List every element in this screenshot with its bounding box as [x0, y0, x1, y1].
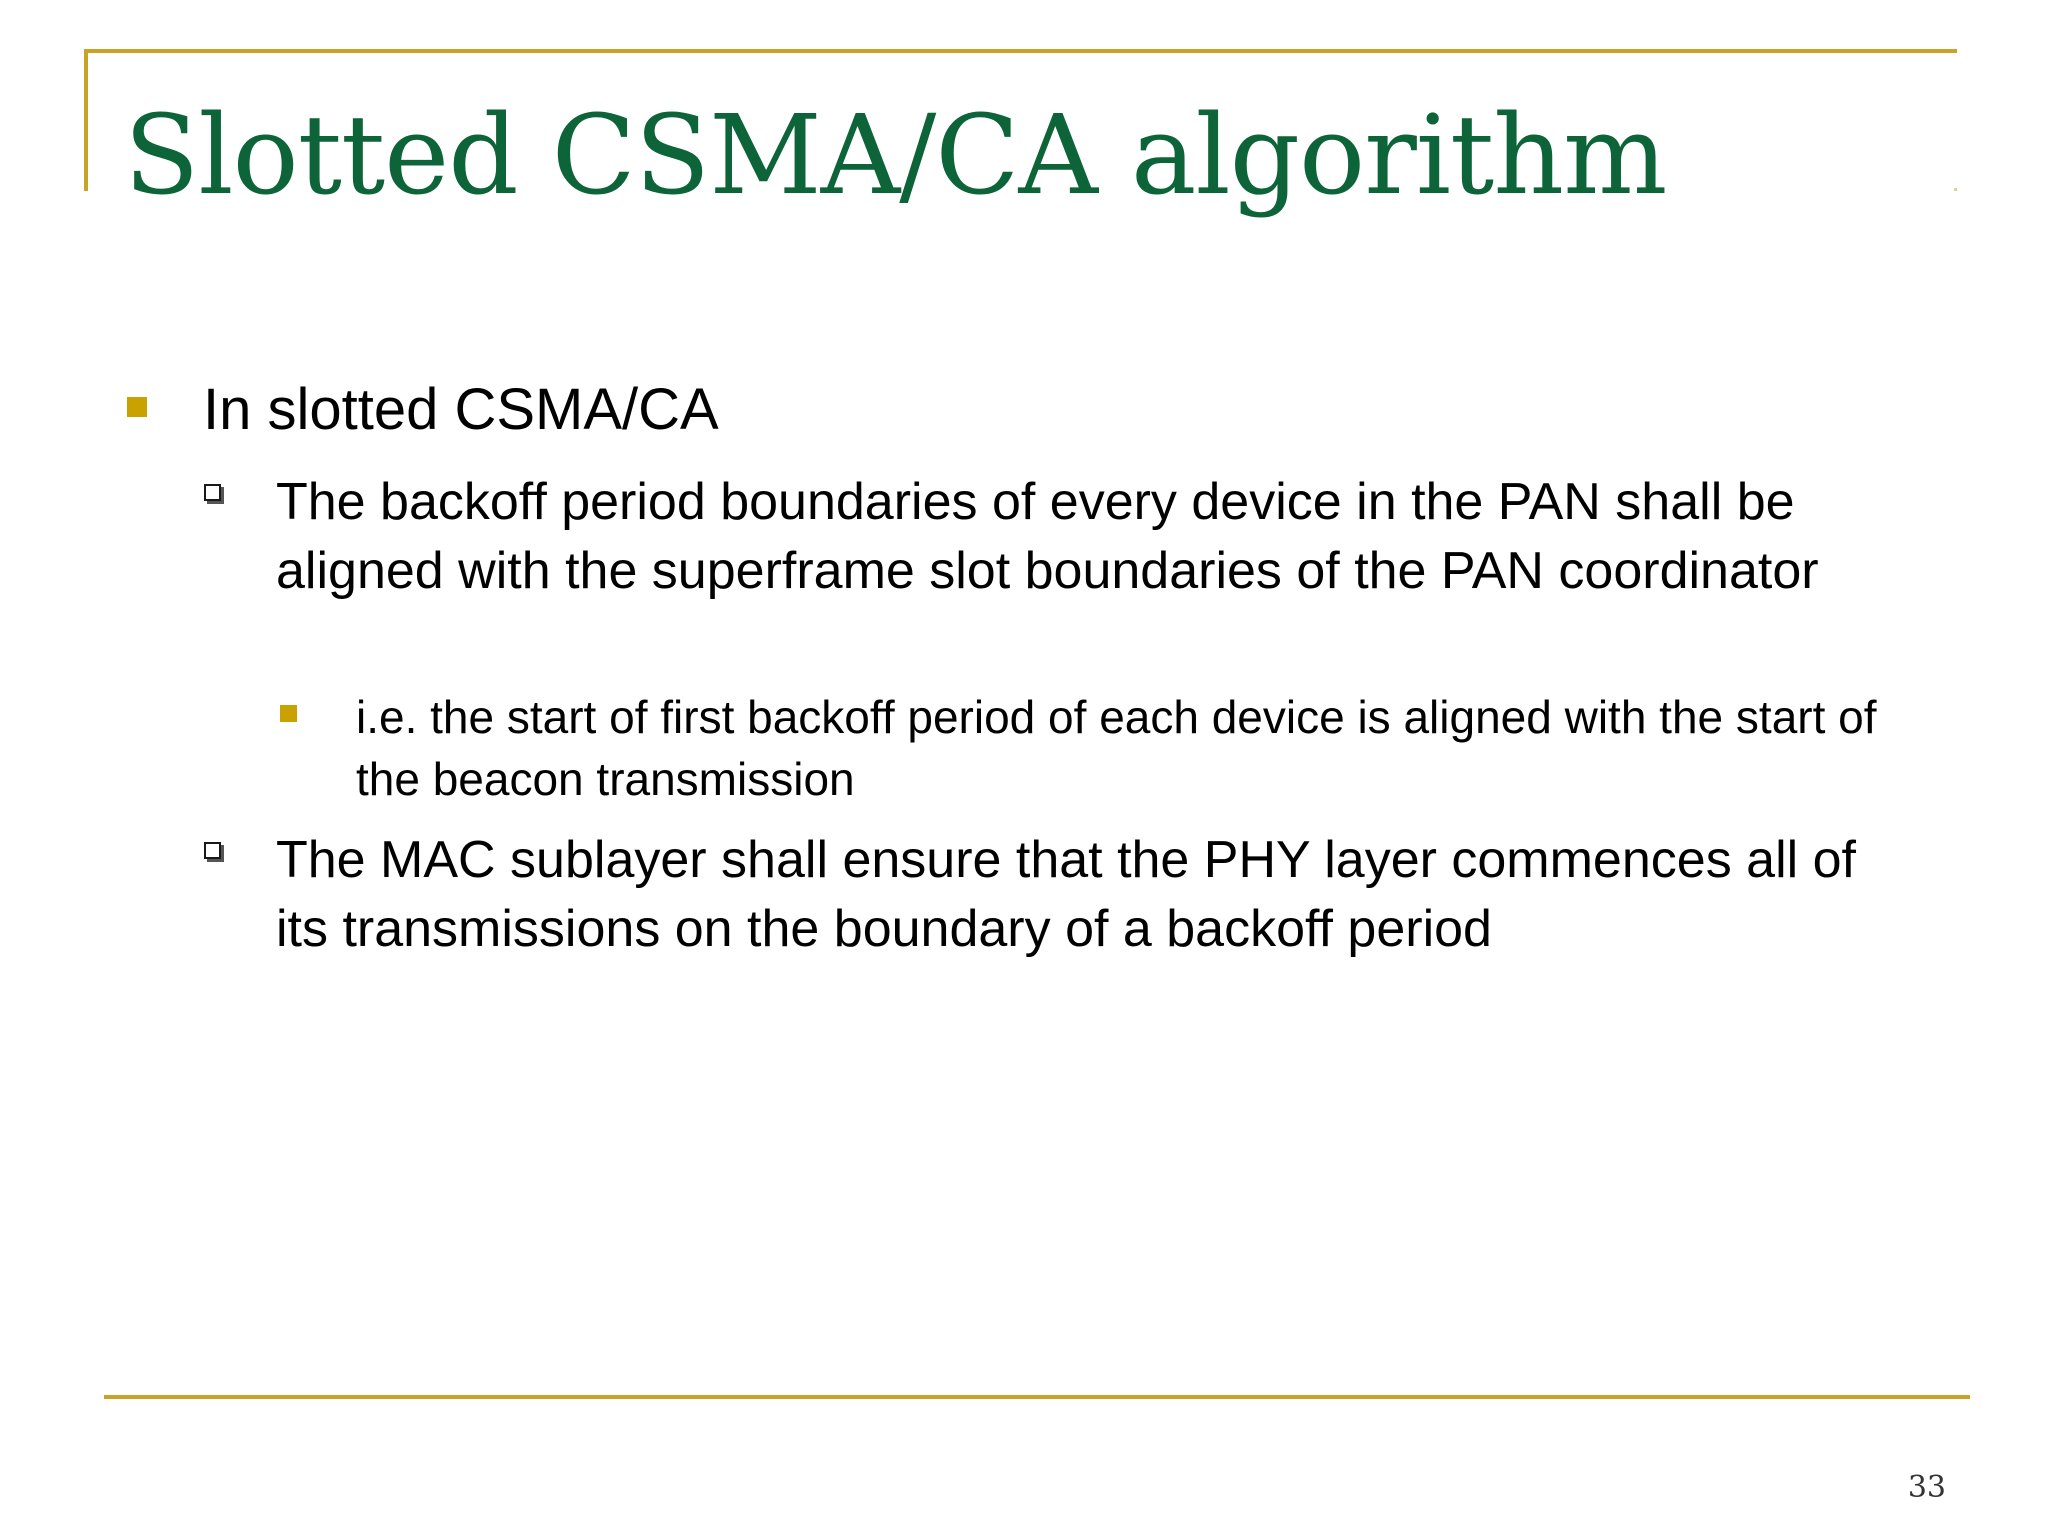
hollow-square-bullet-icon — [204, 842, 221, 859]
bullet-level2-text: The backoff period boundaries of every device in the PAN shall be aligned with the superframe slot boundaries of the PAN coordinator — [276, 473, 1819, 600]
square-bullet-icon — [280, 705, 297, 722]
bullet-level2-text: The MAC sublayer shall ensure that the PHY layer commences all of its transmissions on the boundary of a backoff period — [276, 831, 1856, 958]
slide-title: Slotted CSMA/CA algorithm — [124, 91, 1667, 219]
hollow-square-bullet-icon — [204, 484, 221, 501]
footer-divider — [104, 1395, 1970, 1399]
bullet-level1-text: In slotted CSMA/CA — [203, 377, 719, 442]
square-bullet-icon — [127, 397, 147, 417]
page-number: 33 — [1907, 1470, 1946, 1505]
bullet-level3-text: i.e. the start of first backoff period of each device is aligned with the start of the beacon transmission — [356, 691, 1877, 805]
